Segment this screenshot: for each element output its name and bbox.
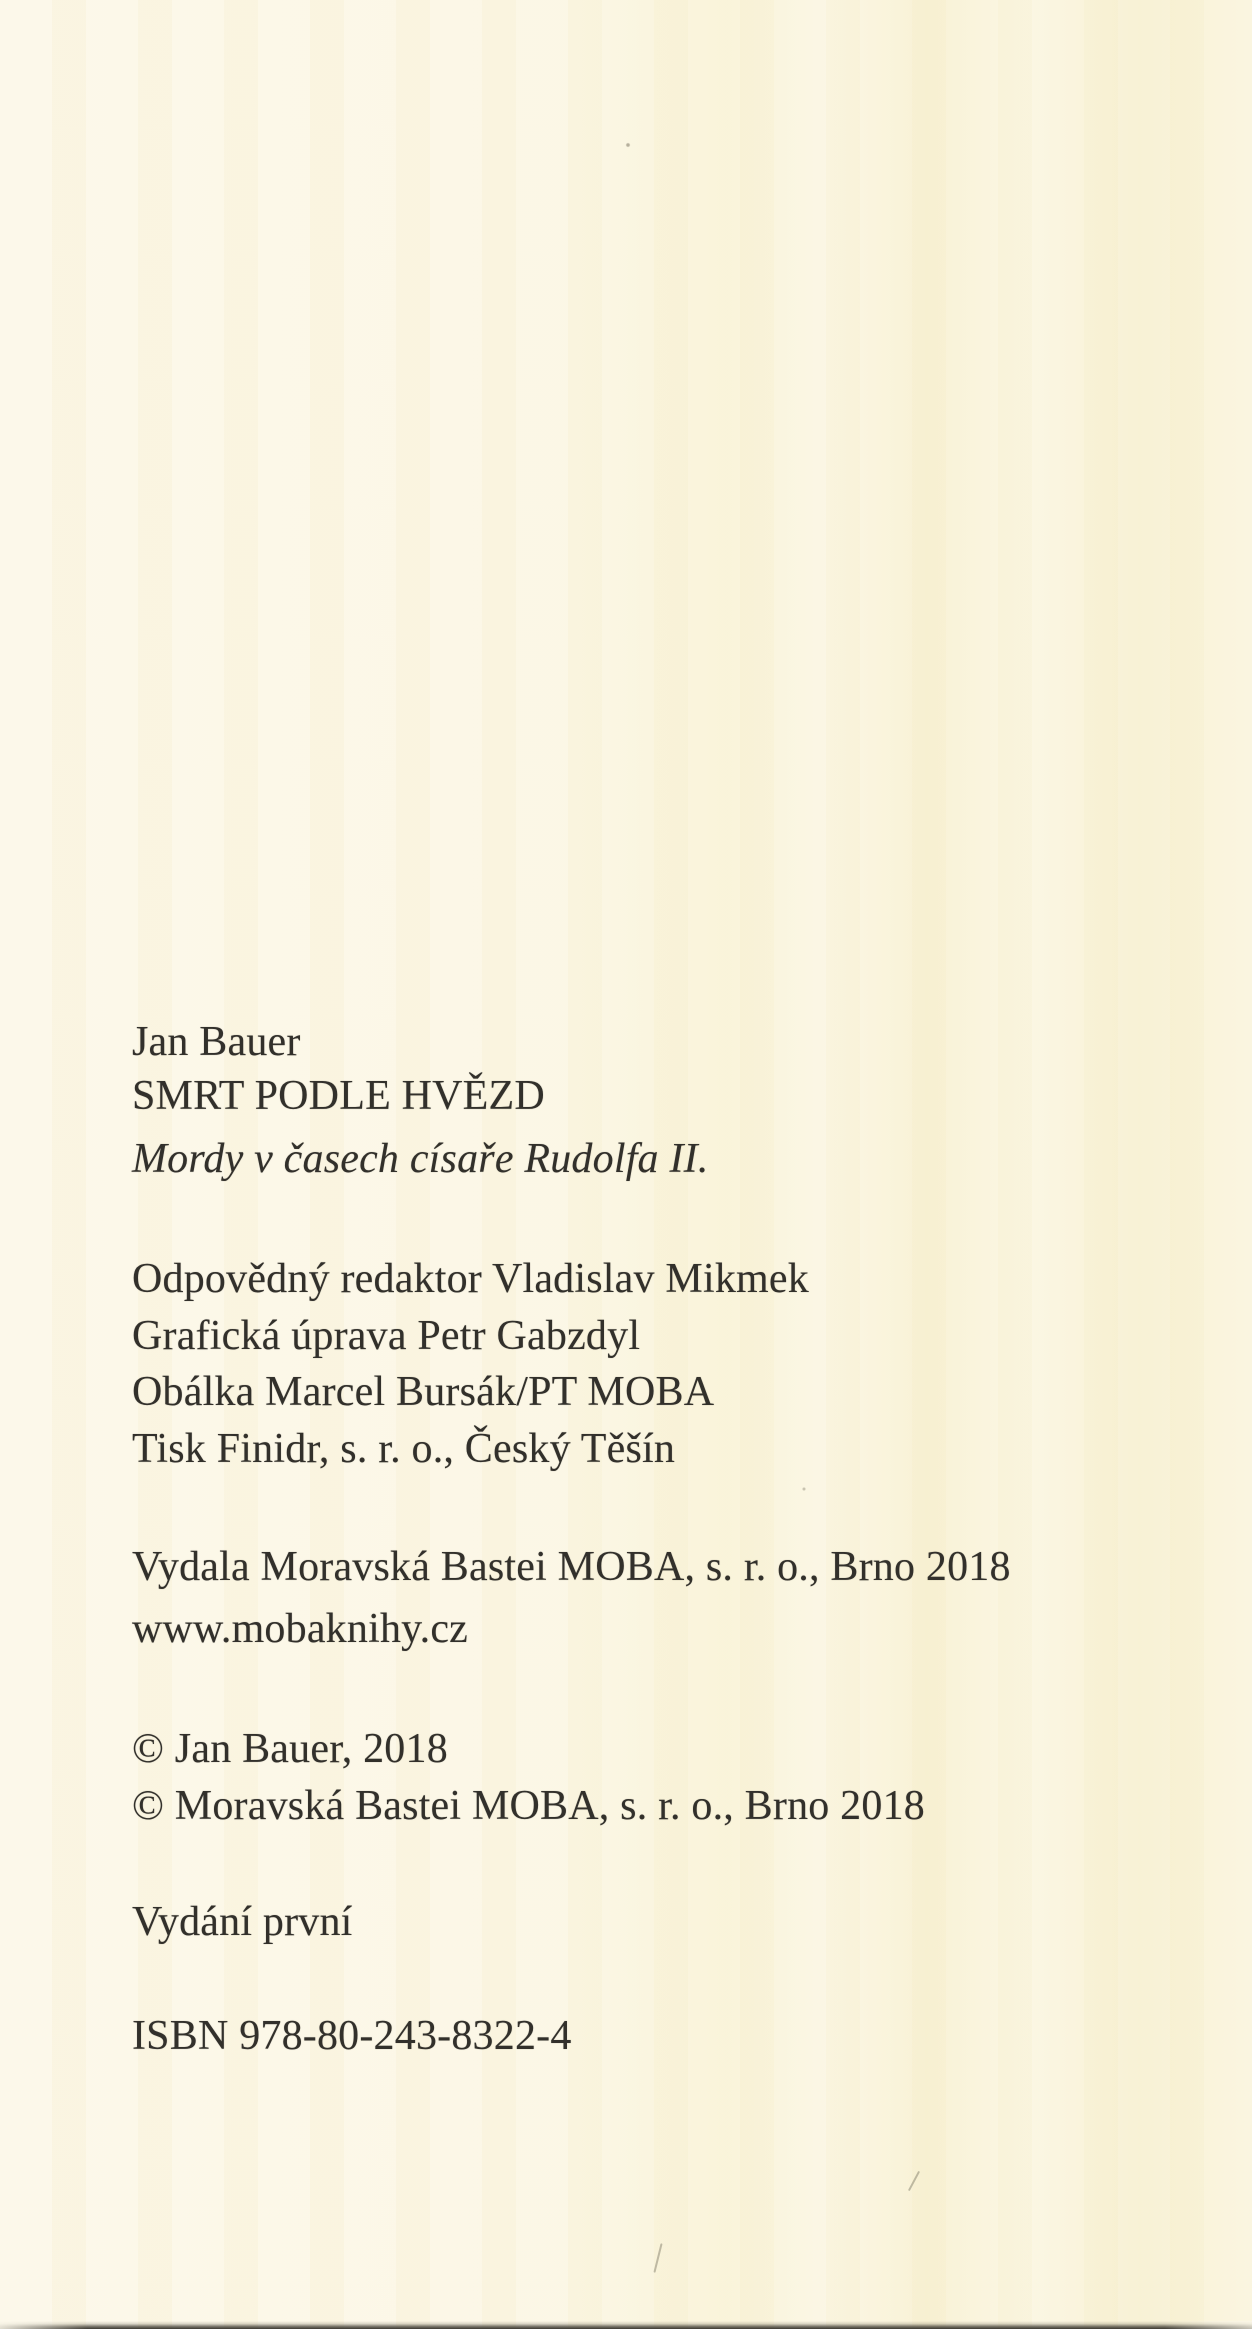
publisher-imprint: Vydala Moravská Bastei MOBA, s. r. o., Brno 2018 — [132, 1544, 1011, 1590]
scan-scratch-artifact — [908, 2171, 920, 2191]
cover-credit: Obálka Marcel Bursák/PT MOBA — [132, 1369, 715, 1415]
scan-scratch-artifact — [653, 2243, 662, 2273]
book-subtitle: Mordy v časech císaře Rudolfa II. — [132, 1136, 709, 1182]
book-title: SMRT PODLE HVĚZD — [132, 1073, 545, 1119]
book-author: Jan Bauer — [132, 1019, 301, 1065]
copyright-author-line: © Jan Bauer, 2018 — [132, 1726, 448, 1772]
editor-credit: Odpovědný redaktor Vladislav Mikmek — [132, 1256, 809, 1302]
graphic-design-credit: Grafická úprava Petr Gabzdyl — [132, 1313, 641, 1359]
printer-credit: Tisk Finidr, s. r. o., Český Těšín — [132, 1426, 676, 1472]
copyright-publisher-line: © Moravská Bastei MOBA, s. r. o., Brno 2018 — [132, 1783, 925, 1829]
edition-statement: Vydání první — [132, 1899, 353, 1945]
publisher-website: www.mobaknihy.cz — [132, 1606, 469, 1652]
scan-bottom-edge — [0, 2321, 1252, 2329]
isbn-number: ISBN 978-80-243-8322-4 — [132, 2013, 572, 2059]
